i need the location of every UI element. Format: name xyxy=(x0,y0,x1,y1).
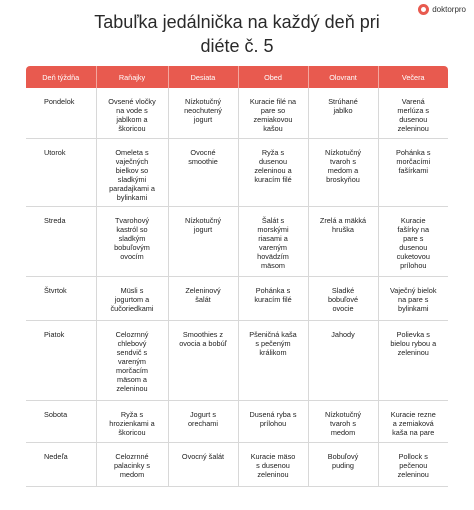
meal-cell: Kuracie rezne a zemiaková kaša na pare xyxy=(378,400,448,442)
table-row xyxy=(26,88,448,138)
table-header-row xyxy=(26,66,448,88)
meal-plan-table xyxy=(26,66,448,487)
meal-cell: Pšeničná kaša s pečeným králikom xyxy=(238,320,308,400)
brand-logo xyxy=(418,4,466,15)
meal-cell: Zeleninový šalát xyxy=(168,276,238,320)
day-cell: Nedeľa xyxy=(26,442,96,486)
meal-cell: Šalát s morskými riasami a vareným hovädzím mäsom xyxy=(238,206,308,276)
meal-cell: Pohánka s kuracím filé xyxy=(238,276,308,320)
logo-text: doktorpro xyxy=(432,5,466,14)
meal-cell: Pollock s pečenou zeleninou xyxy=(378,442,448,486)
meal-cell: Nízkotučný tvaroh s medom a broskyňou xyxy=(308,138,378,206)
meal-cell: Omeleta s vaječných bielkov so sladkými paradajkami a bylinkami xyxy=(96,138,168,206)
title-line-2: diéte č. 5 xyxy=(200,36,274,56)
table-row xyxy=(26,442,448,486)
meal-cell: Nízkotučný jogurt xyxy=(168,206,238,276)
day-cell: Utorok xyxy=(26,138,96,206)
meal-cell: Ovocné smoothie xyxy=(168,138,238,206)
table-row xyxy=(26,276,448,320)
table-row xyxy=(26,400,448,442)
meal-cell: Kuracie filé na pare so zemiakovou kašou xyxy=(238,88,308,138)
meal-cell: Smoothies z ovocia a bobúľ xyxy=(168,320,238,400)
day-cell: Sobota xyxy=(26,400,96,442)
column-header-day: Deň týždňa xyxy=(26,66,96,88)
table-row xyxy=(26,320,448,400)
meal-cell: Müsli s jogurtom a čučoriedkami xyxy=(96,276,168,320)
meal-cell: Dusená ryba s prílohou xyxy=(238,400,308,442)
column-header-snack-afternoon: Olovrant xyxy=(308,66,378,88)
meal-cell: Varená merlúza s dusenou zeleninou xyxy=(378,88,448,138)
table-row xyxy=(26,138,448,206)
meal-cell: Nízkotučný neochutený jogurt xyxy=(168,88,238,138)
meal-cell: Kuracie mäso s dusenou zeleninou xyxy=(238,442,308,486)
day-cell: Piatok xyxy=(26,320,96,400)
logo-mark-icon xyxy=(418,4,429,15)
meal-cell: Tvarohový kastról so sladkým bobuľovým ovocím xyxy=(96,206,168,276)
meal-cell: Ovsené vločky na vode s jablkom a škoricou xyxy=(96,88,168,138)
column-header-breakfast: Raňajky xyxy=(96,66,168,88)
meal-cell: Ryža s hrozienkami a škoricou xyxy=(96,400,168,442)
meal-cell: Bobuľový puding xyxy=(308,442,378,486)
meal-cell: Sladké bobuľové ovocie xyxy=(308,276,378,320)
meal-cell: Ryža s dusenou zeleninou a kuracím filé xyxy=(238,138,308,206)
meal-cell: Kuracie fašírky na pare s dusenou cuketovou prílohou xyxy=(378,206,448,276)
meal-cell: Celozrnné palacinky s medom xyxy=(96,442,168,486)
meal-cell: Polievka s bielou rybou a zeleninou xyxy=(378,320,448,400)
title-line-1: Tabuľka jedálnička na každý deň pri xyxy=(94,12,380,32)
table-row xyxy=(26,206,448,276)
column-header-dinner: Večera xyxy=(378,66,448,88)
column-header-lunch: Obed xyxy=(238,66,308,88)
day-cell: Streda xyxy=(26,206,96,276)
page-title xyxy=(0,10,474,58)
day-cell: Štvrtok xyxy=(26,276,96,320)
meal-cell: Zrelá a mäkká hruška xyxy=(308,206,378,276)
meal-cell: Nízkotučný tvaroh s medom xyxy=(308,400,378,442)
meal-cell: Ovocný šalát xyxy=(168,442,238,486)
meal-cell: Jogurt s orechami xyxy=(168,400,238,442)
meal-cell: Jahody xyxy=(308,320,378,400)
meal-cell: Celozrnný chlebový sendvič s vareným morčacím mäsom a zeleninou xyxy=(96,320,168,400)
meal-cell: Strúhané jablko xyxy=(308,88,378,138)
meal-cell: Pohánka s morčacími fašírkami xyxy=(378,138,448,206)
day-cell: Pondelok xyxy=(26,88,96,138)
column-header-snack-morning: Desiata xyxy=(168,66,238,88)
meal-cell: Vaječný bielok na pare s bylinkami xyxy=(378,276,448,320)
